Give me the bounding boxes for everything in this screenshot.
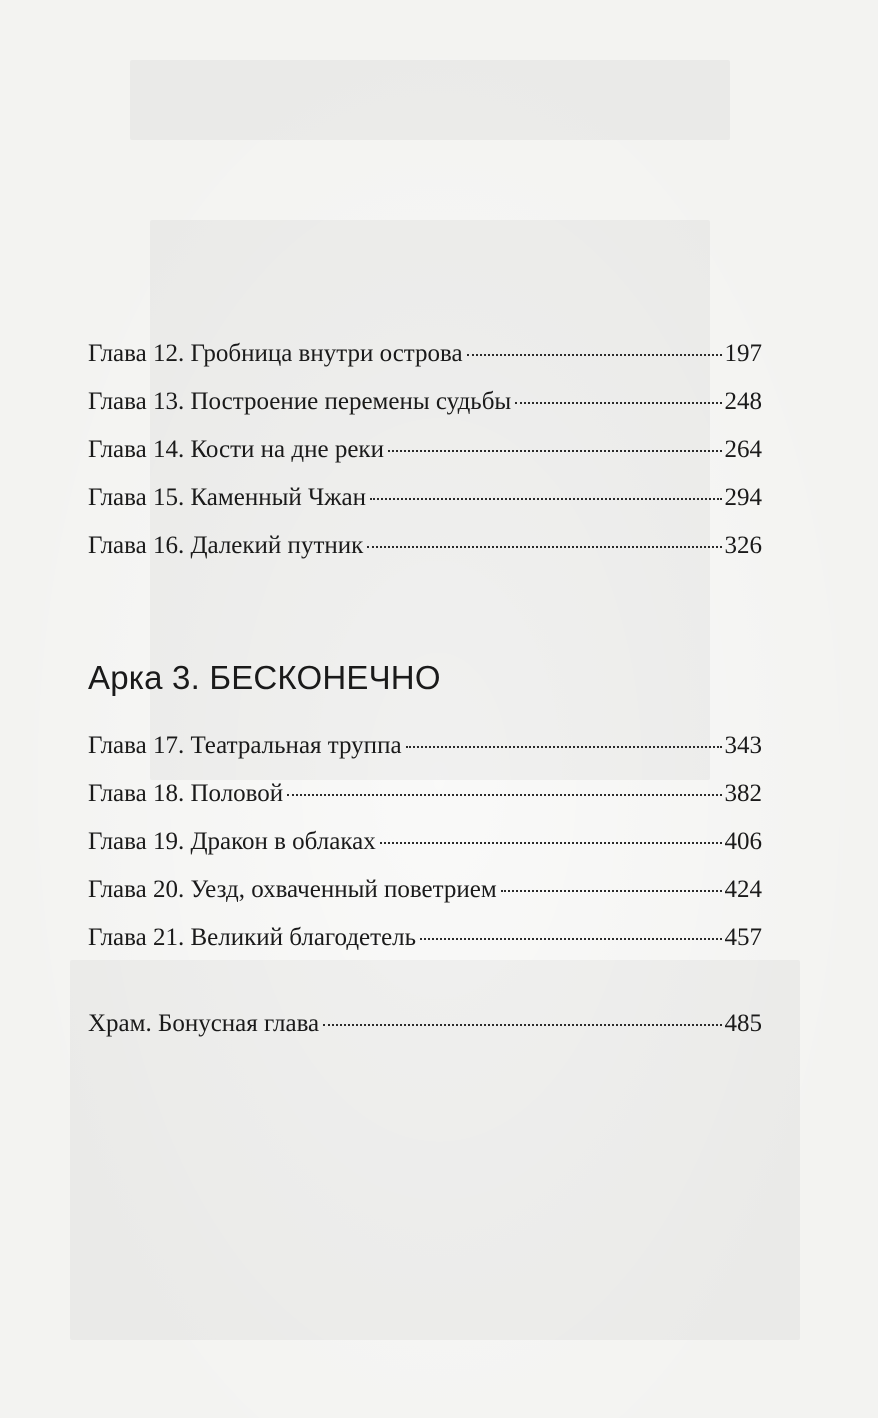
toc-entry-page: 343 — [724, 732, 762, 759]
toc-entry-page: 457 — [724, 924, 762, 951]
toc-entry-page: 406 — [724, 828, 762, 855]
toc-dot-leader — [406, 746, 722, 748]
toc-dot-leader — [323, 1024, 721, 1026]
toc-entry-12[interactable] — [88, 330, 762, 378]
toc-entry-title: Глава 21. Великий благодетель — [88, 924, 417, 951]
toc-entry-15[interactable] — [88, 474, 762, 522]
toc-entry-page: 248 — [724, 388, 762, 415]
toc-dot-leader — [370, 498, 721, 500]
toc-entry-title: Глава 16. Далекий путник — [88, 532, 364, 559]
toc-dot-leader — [501, 890, 722, 892]
toc-entry-page: 382 — [724, 780, 762, 807]
toc-entry-20[interactable] — [88, 866, 762, 914]
toc-entry-title: Глава 14. Кости на дне реки — [88, 436, 384, 463]
arc-3-heading: Арка 3. БЕСКОНЕЧНО — [88, 659, 441, 696]
toc-dot-leader — [420, 938, 721, 940]
toc-entry-21[interactable] — [88, 914, 762, 962]
toc-entry-page: 424 — [724, 876, 762, 903]
toc-entry-page: 294 — [724, 484, 762, 511]
toc-entry-page: 264 — [724, 436, 762, 463]
toc-entry-13[interactable] — [88, 378, 762, 426]
toc-entry-title: Глава 15. Каменный Чжан — [88, 484, 367, 511]
toc-entry-page: 197 — [724, 340, 762, 367]
toc-entry-title: Глава 17. Театральная труппа — [88, 732, 402, 759]
toc-entry-18[interactable] — [88, 770, 762, 818]
toc-entry-17[interactable] — [88, 722, 762, 770]
toc-entry-title: Глава 19. Дракон в облаках — [88, 828, 376, 855]
toc-entry-title: Глава 13. Построение перемены судьбы — [88, 388, 512, 415]
toc-dot-leader — [515, 402, 721, 404]
toc-entry-title: Храм. Бонусная глава — [88, 1010, 320, 1037]
toc-dot-leader — [388, 450, 722, 452]
toc-group-bonus — [88, 1000, 762, 1048]
toc-dot-leader — [367, 546, 721, 548]
toc-entry-title: Глава 18. Половой — [88, 780, 284, 807]
toc-dot-leader — [467, 354, 722, 356]
toc-entry-page: 326 — [724, 532, 762, 559]
toc-entry-14[interactable] — [88, 426, 762, 474]
toc-entry-19[interactable] — [88, 818, 762, 866]
toc-entry-16[interactable] — [88, 522, 762, 570]
toc-dot-leader — [380, 842, 722, 844]
toc-group-arc-3 — [88, 722, 762, 962]
toc-entry-title: Глава 20. Уезд, охваченный поветрием — [88, 876, 497, 903]
toc-entry-page: 485 — [724, 1010, 762, 1037]
toc-entry-title: Глава 12. Гробница внутри острова — [88, 340, 463, 367]
toc-group-1 — [88, 330, 762, 570]
show-through-title — [130, 60, 730, 140]
toc-dot-leader — [287, 794, 721, 796]
toc-entry-bonus[interactable] — [88, 1000, 762, 1048]
